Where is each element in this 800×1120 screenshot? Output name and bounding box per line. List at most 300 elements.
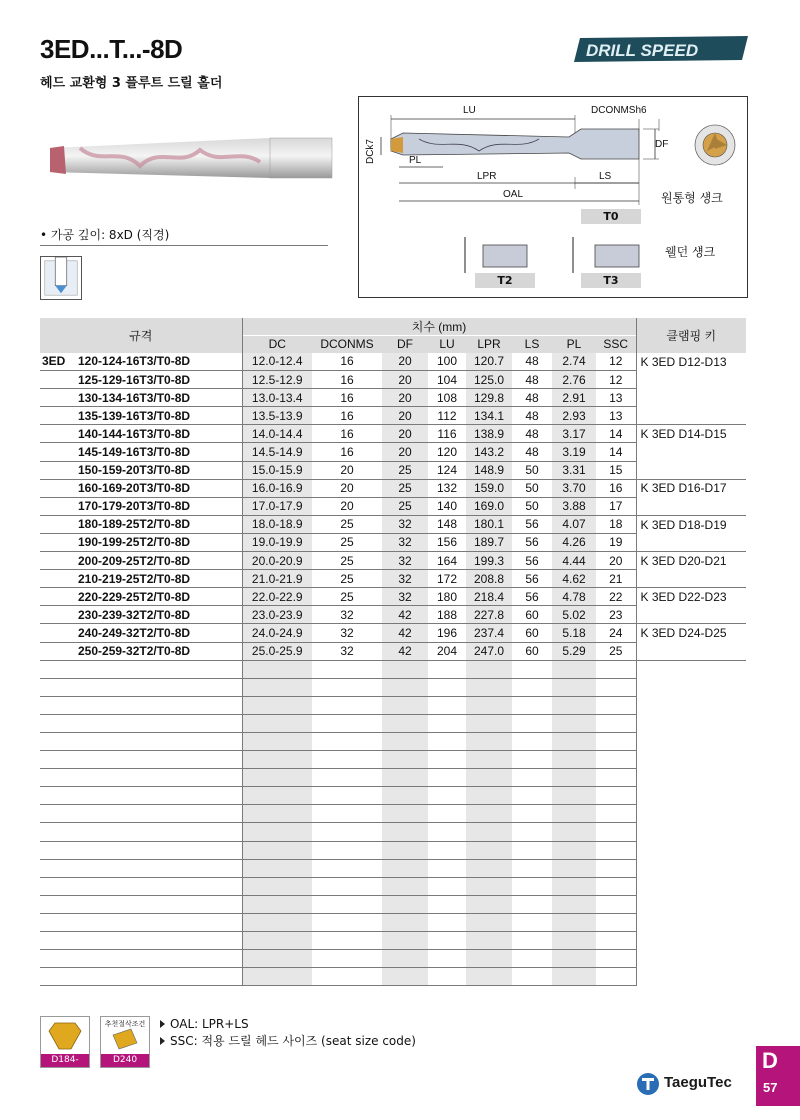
empty-cell: [512, 660, 552, 678]
spec-code-value: 140-144-16T3/T0-8D: [78, 426, 191, 441]
clamping-key: [636, 461, 746, 479]
cell-ssc: 24: [596, 624, 636, 642]
empty-cell: [40, 769, 242, 787]
empty-cell: [40, 950, 242, 968]
spec-code: [40, 353, 242, 371]
weldon-shank-label: 웰던 섕크: [665, 245, 716, 259]
cell-dconms: 20: [312, 497, 382, 515]
table-row: [40, 443, 746, 461]
empty-cell: [40, 678, 242, 696]
empty-cell: [428, 787, 466, 805]
cell-ssc: 19: [596, 533, 636, 551]
col-dconms: DCONMS: [312, 336, 382, 353]
empty-cell: [552, 787, 596, 805]
empty-cell: [596, 660, 636, 678]
cell-df: 20: [382, 443, 428, 461]
empty-cell: [512, 913, 552, 931]
empty-cell: [636, 968, 746, 986]
empty-cell: [636, 805, 746, 823]
empty-cell: [312, 714, 382, 732]
clamping-key: K 3ED D12-D13: [636, 353, 746, 371]
empty-cell: [428, 841, 466, 859]
empty-cell: [40, 841, 242, 859]
cell-dc: 24.0-24.9: [242, 624, 312, 642]
spec-code: [40, 606, 242, 624]
table-row: [40, 515, 746, 533]
empty-cell: [512, 805, 552, 823]
empty-cell: [466, 732, 512, 750]
cell-pl: 3.70: [552, 479, 596, 497]
empty-cell: [382, 950, 428, 968]
cell-lu: 196: [428, 624, 466, 642]
table-row: [40, 353, 746, 371]
cell-ls: 48: [512, 371, 552, 389]
empty-row: [40, 932, 746, 950]
empty-cell: [596, 696, 636, 714]
empty-cell: [382, 714, 428, 732]
empty-cell: [552, 751, 596, 769]
spec-code: [40, 389, 242, 407]
empty-cell: [242, 732, 312, 750]
empty-cell: [636, 732, 746, 750]
empty-cell: [466, 769, 512, 787]
cell-lpr: 159.0: [466, 479, 512, 497]
spec-code: [40, 624, 242, 642]
cell-lpr: 125.0: [466, 371, 512, 389]
empty-cell: [596, 714, 636, 732]
empty-cell: [466, 859, 512, 877]
empty-cell: [552, 841, 596, 859]
empty-cell: [466, 895, 512, 913]
empty-cell: [596, 841, 636, 859]
empty-cell: [312, 859, 382, 877]
footnote-oal: OAL: LPR+LS: [160, 1016, 416, 1033]
cell-lpr: 208.8: [466, 570, 512, 588]
empty-cell: [512, 696, 552, 714]
empty-cell: [596, 823, 636, 841]
empty-cell: [596, 787, 636, 805]
table-row: [40, 588, 746, 606]
empty-cell: [466, 823, 512, 841]
table-row: [40, 606, 746, 624]
empty-row: [40, 841, 746, 859]
spec-code-value: 150-159-20T3/T0-8D: [78, 463, 191, 478]
empty-cell: [636, 769, 746, 787]
empty-cell: [466, 913, 512, 931]
cell-ls: 60: [512, 642, 552, 660]
cell-dconms: 16: [312, 425, 382, 443]
clamping-key: [636, 642, 746, 660]
cell-pl: 3.88: [552, 497, 596, 515]
empty-cell: [40, 714, 242, 732]
cell-ls: 48: [512, 443, 552, 461]
cell-pl: 2.76: [552, 371, 596, 389]
empty-cell: [552, 678, 596, 696]
spec-code-value: 200-209-25T2/T0-8D: [78, 553, 191, 568]
cell-ls: 56: [512, 533, 552, 551]
empty-cell: [40, 660, 242, 678]
spec-code-value: 210-219-25T2/T0-8D: [78, 571, 191, 586]
section-tab: [756, 1046, 800, 1106]
cell-lu: 104: [428, 371, 466, 389]
empty-cell: [242, 968, 312, 986]
spec-code-value: 180-189-25T2/T0-8D: [78, 517, 191, 532]
empty-cell: [636, 932, 746, 950]
cell-df: 32: [382, 588, 428, 606]
empty-cell: [40, 877, 242, 895]
empty-cell: [512, 877, 552, 895]
empty-cell: [466, 877, 512, 895]
empty-cell: [382, 751, 428, 769]
empty-cell: [428, 968, 466, 986]
empty-cell: [312, 696, 382, 714]
empty-row: [40, 769, 746, 787]
empty-row: [40, 895, 746, 913]
empty-cell: [40, 805, 242, 823]
cell-lu: 120: [428, 443, 466, 461]
empty-cell: [382, 859, 428, 877]
empty-row: [40, 696, 746, 714]
empty-cell: [552, 696, 596, 714]
empty-cell: [242, 859, 312, 877]
divider: [40, 245, 328, 246]
label-oal: OAL: [503, 189, 524, 200]
shank-t0-label: T0: [581, 209, 641, 224]
empty-cell: [636, 913, 746, 931]
cell-df: 20: [382, 371, 428, 389]
header-dimensions: 치수 (mm): [242, 318, 636, 336]
empty-cell: [428, 714, 466, 732]
cell-pl: 3.19: [552, 443, 596, 461]
clamping-key: K 3ED D14-D15: [636, 425, 746, 443]
cell-ls: 48: [512, 389, 552, 407]
empty-cell: [428, 950, 466, 968]
drill-head-icon: [41, 1017, 89, 1055]
footnote-ssc: SSC: 적용 드릴 헤드 사이즈 (seat size code): [160, 1033, 416, 1050]
empty-cell: [242, 696, 312, 714]
cell-df: 20: [382, 353, 428, 371]
empty-cell: [596, 950, 636, 968]
empty-cell: [312, 769, 382, 787]
cell-ls: 48: [512, 353, 552, 371]
cell-df: 32: [382, 533, 428, 551]
empty-cell: [512, 895, 552, 913]
spec-code: [40, 407, 242, 425]
label-lpr: LPR: [477, 171, 497, 182]
empty-cell: [40, 932, 242, 950]
triangle-bullet-icon: [160, 1020, 165, 1028]
cell-ssc: 16: [596, 479, 636, 497]
empty-cell: [596, 751, 636, 769]
empty-cell: [552, 968, 596, 986]
clamping-key: [636, 497, 746, 515]
triangle-bullet-icon: [160, 1037, 165, 1045]
empty-row: [40, 805, 746, 823]
empty-cell: [382, 787, 428, 805]
empty-row: [40, 859, 746, 877]
cell-dc: 13.0-13.4: [242, 389, 312, 407]
empty-cell: [428, 877, 466, 895]
empty-cell: [552, 895, 596, 913]
empty-cell: [382, 678, 428, 696]
cell-dconms: 16: [312, 371, 382, 389]
cell-ls: 60: [512, 606, 552, 624]
cell-pl: 4.62: [552, 570, 596, 588]
col-lu: LU: [428, 336, 466, 353]
drill-depth-icon: [40, 256, 82, 300]
cell-df: 32: [382, 570, 428, 588]
cell-dc: 23.0-23.9: [242, 606, 312, 624]
table-row: [40, 552, 746, 570]
empty-cell: [428, 751, 466, 769]
empty-cell: [596, 732, 636, 750]
cell-pl: 4.44: [552, 552, 596, 570]
spec-code: [40, 443, 242, 461]
cell-lu: 140: [428, 497, 466, 515]
table-row: [40, 642, 746, 660]
label-dc: DCk7: [365, 139, 376, 165]
empty-cell: [428, 660, 466, 678]
spec-code-value: 170-179-20T3/T0-8D: [78, 499, 191, 514]
cell-ls: 60: [512, 624, 552, 642]
header-spec: 규격: [40, 318, 242, 353]
cell-dconms: 32: [312, 642, 382, 660]
table-row: [40, 461, 746, 479]
cell-dconms: 16: [312, 353, 382, 371]
cell-dc: 14.5-14.9: [242, 443, 312, 461]
table-row: [40, 533, 746, 551]
cell-dc: 16.0-16.9: [242, 479, 312, 497]
empty-cell: [466, 841, 512, 859]
empty-cell: [552, 950, 596, 968]
empty-cell: [428, 895, 466, 913]
page-subtitle: 헤드 교환형 3 플루트 드릴 홀더: [40, 76, 223, 91]
cell-dc: 19.0-19.9: [242, 533, 312, 551]
cell-dc: 22.0-22.9: [242, 588, 312, 606]
empty-cell: [312, 950, 382, 968]
empty-cell: [466, 660, 512, 678]
empty-cell: [636, 950, 746, 968]
label-ls: LS: [599, 171, 612, 182]
empty-row: [40, 787, 746, 805]
cell-ssc: 20: [596, 552, 636, 570]
cell-ssc: 12: [596, 371, 636, 389]
technical-drawing: [358, 96, 748, 298]
cell-ls: 56: [512, 515, 552, 533]
cell-dconms: 20: [312, 461, 382, 479]
empty-cell: [596, 913, 636, 931]
empty-cell: [312, 968, 382, 986]
empty-cell: [40, 732, 242, 750]
cutting-conditions-box: [100, 1016, 150, 1068]
cell-ssc: 14: [596, 425, 636, 443]
cell-lu: 112: [428, 407, 466, 425]
empty-cell: [428, 823, 466, 841]
cell-ssc: 13: [596, 407, 636, 425]
cell-df: 25: [382, 497, 428, 515]
cell-df: 25: [382, 479, 428, 497]
empty-cell: [512, 968, 552, 986]
col-df: DF: [382, 336, 428, 353]
empty-cell: [242, 950, 312, 968]
spec-code-value: 190-199-25T2/T0-8D: [78, 535, 191, 550]
empty-cell: [40, 968, 242, 986]
cell-pl: 5.18: [552, 624, 596, 642]
clamping-key: [636, 371, 746, 389]
empty-cell: [466, 696, 512, 714]
shank-t2-label: T2: [475, 273, 535, 288]
taegutec-emblem-icon: [636, 1072, 660, 1096]
spec-code-value: 250-259-32T2/T0-8D: [78, 644, 191, 659]
clamping-key: K 3ED D22-D23: [636, 588, 746, 606]
insert-reference-caption: D184-D187: [41, 1054, 89, 1067]
table-row: [40, 624, 746, 642]
spec-code: [40, 533, 242, 551]
spec-code: [40, 588, 242, 606]
empty-cell: [596, 769, 636, 787]
cell-ssc: 23: [596, 606, 636, 624]
empty-cell: [636, 841, 746, 859]
page-number: 57: [763, 1080, 778, 1095]
clamping-key: K 3ED D16-D17: [636, 479, 746, 497]
spec-code: [40, 570, 242, 588]
empty-row: [40, 732, 746, 750]
cell-lpr: 148.9: [466, 461, 512, 479]
cell-pl: 2.91: [552, 389, 596, 407]
empty-cell: [382, 732, 428, 750]
cell-lpr: 143.2: [466, 443, 512, 461]
empty-row: [40, 950, 746, 968]
empty-cell: [312, 678, 382, 696]
empty-cell: [466, 950, 512, 968]
empty-cell: [512, 714, 552, 732]
empty-cell: [312, 787, 382, 805]
empty-cell: [636, 877, 746, 895]
cell-ssc: 22: [596, 588, 636, 606]
empty-cell: [512, 841, 552, 859]
col-pl: PL: [552, 336, 596, 353]
empty-cell: [512, 823, 552, 841]
cell-ssc: 18: [596, 515, 636, 533]
spec-code-value: 230-239-32T2/T0-8D: [78, 607, 191, 622]
empty-cell: [242, 678, 312, 696]
empty-cell: [40, 751, 242, 769]
cell-ssc: 14: [596, 443, 636, 461]
cell-df: 32: [382, 552, 428, 570]
cell-ssc: 21: [596, 570, 636, 588]
cell-df: 20: [382, 425, 428, 443]
cell-dc: 13.5-13.9: [242, 407, 312, 425]
empty-cell: [512, 932, 552, 950]
cell-ls: 56: [512, 552, 552, 570]
cell-dconms: 25: [312, 533, 382, 551]
cell-dc: 15.0-15.9: [242, 461, 312, 479]
empty-cell: [466, 805, 512, 823]
empty-cell: [382, 696, 428, 714]
empty-cell: [636, 751, 746, 769]
shank-t3-label: T3: [581, 273, 641, 288]
cell-dc: 25.0-25.9: [242, 642, 312, 660]
cell-dconms: 25: [312, 515, 382, 533]
col-ls: LS: [512, 336, 552, 353]
cell-lpr: 237.4: [466, 624, 512, 642]
clamping-key: [636, 443, 746, 461]
cell-lu: 172: [428, 570, 466, 588]
cell-lpr: 218.4: [466, 588, 512, 606]
spec-code: [40, 497, 242, 515]
empty-cell: [596, 678, 636, 696]
clamping-key: [636, 407, 746, 425]
spec-code-value: 120-124-16T3/T0-8D: [78, 354, 191, 369]
cell-ls: 50: [512, 479, 552, 497]
cell-lpr: 227.8: [466, 606, 512, 624]
empty-cell: [428, 696, 466, 714]
empty-cell: [428, 678, 466, 696]
label-lu: LU: [463, 105, 476, 116]
empty-cell: [512, 751, 552, 769]
empty-cell: [552, 732, 596, 750]
cell-dc: 12.0-12.4: [242, 353, 312, 371]
cell-df: 42: [382, 642, 428, 660]
cell-lpr: 120.7: [466, 353, 512, 371]
empty-cell: [40, 913, 242, 931]
cell-df: 25: [382, 461, 428, 479]
clamping-key: [636, 570, 746, 588]
svg-text:DRILL SPEED: DRILL SPEED: [586, 41, 699, 60]
label-df: DF: [655, 139, 669, 150]
cell-ls: 56: [512, 588, 552, 606]
spec-code-value: 145-149-16T3/T0-8D: [78, 445, 191, 460]
page-title: 3ED...T...-8D: [40, 34, 183, 64]
empty-cell: [512, 859, 552, 877]
cell-ls: 48: [512, 407, 552, 425]
cell-pl: 5.29: [552, 642, 596, 660]
cell-lu: 148: [428, 515, 466, 533]
empty-cell: [242, 714, 312, 732]
empty-cell: [428, 932, 466, 950]
cell-df: 20: [382, 389, 428, 407]
col-ssc: SSC: [596, 336, 636, 353]
empty-row: [40, 660, 746, 678]
cell-df: 42: [382, 606, 428, 624]
empty-cell: [312, 877, 382, 895]
empty-cell: [382, 805, 428, 823]
drill-speed-logo: [572, 30, 748, 66]
label-pl: PL: [409, 155, 422, 166]
spec-code: [40, 425, 242, 443]
cell-ssc: 13: [596, 389, 636, 407]
empty-cell: [596, 968, 636, 986]
taegutec-logo: TaeguTec: [636, 1072, 748, 1096]
label-dconms: DCONMSh6: [591, 105, 647, 116]
section-letter: D: [762, 1048, 778, 1073]
empty-cell: [312, 932, 382, 950]
empty-row: [40, 968, 746, 986]
empty-cell: [552, 714, 596, 732]
table-row: [40, 497, 746, 515]
empty-cell: [242, 769, 312, 787]
empty-cell: [242, 932, 312, 950]
empty-cell: [466, 787, 512, 805]
table-row: [40, 479, 746, 497]
cell-dconms: 25: [312, 570, 382, 588]
cell-lu: 204: [428, 642, 466, 660]
cell-lpr: 138.9: [466, 425, 512, 443]
empty-cell: [636, 895, 746, 913]
empty-cell: [382, 877, 428, 895]
empty-row: [40, 823, 746, 841]
empty-cell: [382, 841, 428, 859]
